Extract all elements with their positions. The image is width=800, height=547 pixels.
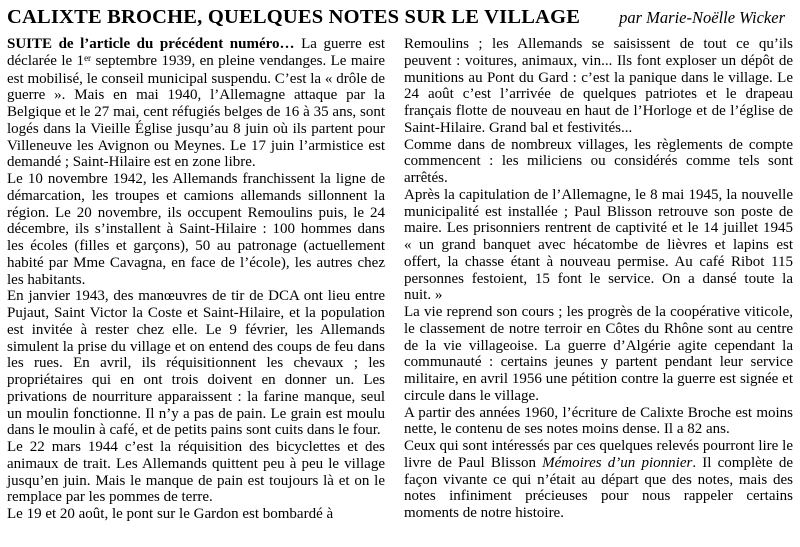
column-right [404,36,793,523]
text-segment: er [84,52,92,63]
paragraph [404,304,793,405]
text-segment: Comme dans de nombreux villages, les règlements de compte commencent : les miliciens ou considérés comme tels sont arrêtés. [404,136,793,186]
paragraph [404,438,793,522]
text-segment: Remoulins ; les Allemands se saisissent de tout ce qu’ils peuvent : voitures, animaux, vin... Ils font exploser un dépôt de munitions au Pont du Gard : c’est la panique dans le village. Le 24 août c’est l’arrivée de quelques patriotes et le drapeau français flotte de nouveau en haut de l’Horloge et de l’église de Saint-Hilaire. Grand bal et festivités... [404,36,793,136]
text-segment: La guerre est déclarée le 1 [7,36,385,69]
paragraph [404,36,793,137]
text-segment: A partir des années 1960, l’écriture de Calixte Broche est moins nette, le contenu de ses notes moins dense. Il a 82 ans. [404,404,793,438]
paragraph [7,439,385,506]
text-segment: Ceux qui sont intéressés par ces quelques relevés pourront lire le livre de Paul Blisson [404,438,793,471]
text-segment: septembre 1939, en pleine vendanges. Le maire est mobilisé, le conseil municipal suspendu. C’est la « drôle de guerre ». Mais en mai 1940, l’Allemagne attaque par la Belgique et le 27 mai, cent réfugiés belges de 16 à 35 ans, sont logés dans la Vieille Église jusqu’au 8 juin où ils partent pour Villeneuve les Avignon ou Meynes. Le 17 juin l’armistice est demandé ; Saint-Hilaire est en zone libre. [7,52,385,171]
text-segment: En janvier 1943, des manœuvres de tir de DCA ont lieu entre Pujaut, Saint Victor la Coste et Saint-Hilaire, et la population est invitée à rester chez elle. Le 9 février, les Allemands simulent la prise du village et on entend des coups de feu dans les rues. En avril, ils réquisitionnent les chevaux ; les propriétaires qui en ont trois doivent en donner un. Les privations de nourriture apparaissent : la farine manque, seul un moulin fonctionne. Il n’y a pas de pain. Le grain est moulu dans le moulin à café, et de petits pains sont cuits dans le four. [7,288,385,439]
article-byline: par Marie-Noëlle Wicker [619,8,785,27]
lead-in-text: SUITE de l’article du précédent numéro… [7,36,302,52]
paragraph [404,187,793,304]
article-header [7,6,793,29]
text-segment: Le 10 novembre 1942, les Allemands franchissent la ligne de démarcation, les troupes et camions allemands sillonnent la région. Le 20 novembre, ils occupent Remoulins puis, le 24 décembre, ils s’installent à Saint-Hilaire : 100 hommes dans les écoles (filles et garçons), 50 au patronage (actuellement habité par Mme Cavagna, en face de l’école), les autres chez les habitants. [7,171,385,288]
text-segment: . Il complète de façon vivante ce qui n’était au départ que des notes, mais des notes infiniment précieuses pour nous rappeler certains moments de notre histoire. [404,454,793,521]
paragraph [7,506,385,523]
paragraph [404,405,793,439]
article-columns [7,36,793,523]
text-segment: La vie reprend son cours ; les progrès de la coopérative viticole, le classement de notre terroir en Côtes du Rhône sont au centre de la vie villageoise. La guerre d’Algérie agite cependant la communauté : certains jeunes y partent pendant leur service militaire, en avril 1956 une pétition contre la guerre est signée et circule dans le village. [404,304,793,404]
text-segment: Après la capitulation de l’Allemagne, le 8 mai 1945, la nouvelle municipalité est installée ; Paul Blisson retrouve son poste de maire. Les prisonniers rentrent de captivité et le 14 juillet 1945 « un grand banquet avec hécatombe de lièvres et lapins est offert, la chasse étant à nouveau permise. Au café Ribot 115 personnes festoient, 15 font le service. On a dansé toute la nuit. » [404,186,793,304]
paragraph [7,171,385,288]
article-title: CALIXTE BROCHE, QUELQUES NOTES SUR LE VILLAGE [7,6,581,28]
paragraph [404,137,793,187]
paragraph [7,36,385,171]
column-left [7,36,385,523]
text-segment: Le 19 et 20 août, le pont sur le Gardon est bombardé à [7,506,334,522]
text-segment: Mémoires d’un pionnier [542,454,693,471]
paragraph [7,288,385,439]
text-segment: Le 22 mars 1944 c’est la réquisition des bicyclettes et des animaux de trait. Les Allemands quittent peu à peu le village jusqu’en juin. Mais le manque de pain est toujours là et on le remplace par les pommes de terre. [7,439,385,506]
